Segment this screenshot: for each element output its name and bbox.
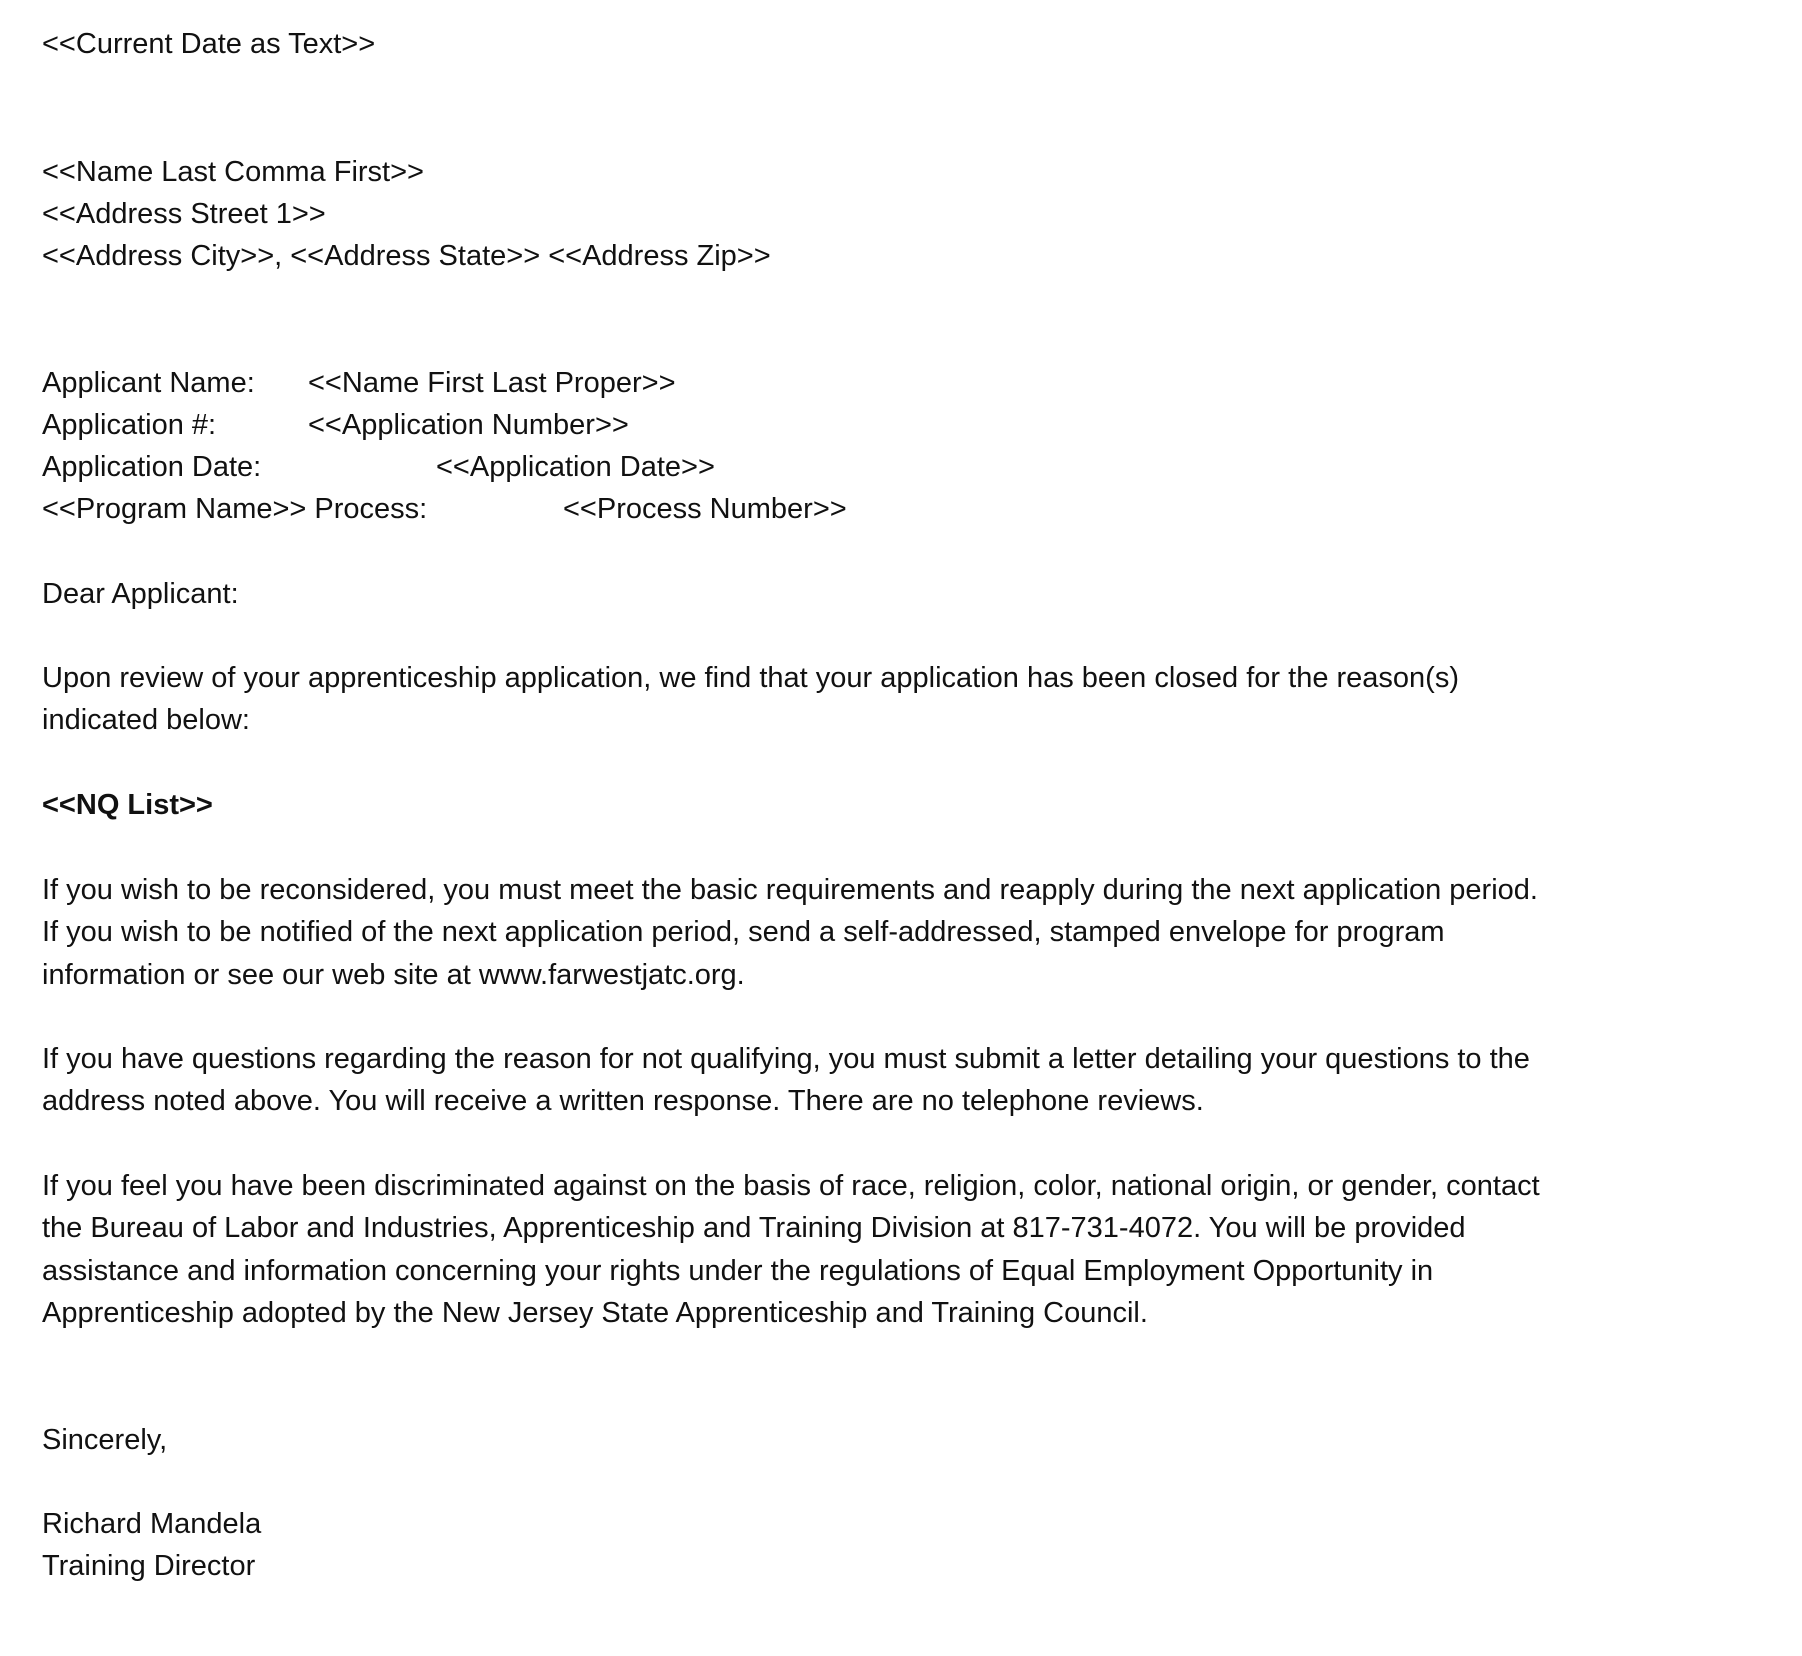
signer-title: Training Director [42,1550,256,1582]
process-value: <<Process Number>> [563,493,847,525]
intro-paragraph: Upon review of your apprenticeship application, we find that your application has been closed for the reason(s) indicated below: [42,662,1459,737]
recipient-street: <<Address Street 1>> [42,198,326,230]
salutation: Dear Applicant: [42,578,239,610]
nq-list: <<NQ List>> [42,789,213,821]
closing: Sincerely, [42,1424,168,1456]
letter-date: <<Current Date as Text>> [42,28,376,60]
reconsider-paragraph: If you wish to be reconsidered, you must meet the basic requirements and reapply during the next application period. If you wish to be notified of the next application period, send a self-addressed, stamped envelope for program information or see our web site at www.farwestjatc.org. [42,874,1538,991]
questions-paragraph: If you have questions regarding the reason for not qualifying, you must submit a letter detailing your questions to the address noted above. You will receive a written response. There are no telephone reviews. [42,1043,1530,1118]
process-label: <<Program Name>> Process: [42,493,428,525]
application-date-label: Application Date: [42,451,262,483]
recipient-name: <<Name Last Comma First>> [42,156,424,188]
application-date-value: <<Application Date>> [436,451,715,483]
discrimination-paragraph: If you feel you have been discriminated against on the basis of race, religion, color, national origin, or gender, contact the Bureau of Labor and Industries, Apprenticeship and Training Division at 817-731-4072. You will be provided assistance and information concerning your rights under the regulations of Equal Employment Opportunity in Apprenticeship adopted by the New Jersey State Apprenticeship and Training Council. [42,1170,1540,1329]
application-number-label: Application #: [42,409,217,441]
signer-name: Richard Mandela [42,1508,262,1540]
applicant-name-label: Applicant Name: [42,367,255,399]
applicant-name-value: <<Name First Last Proper>> [308,367,676,399]
recipient-city-state-zip: <<Address City>>, <<Address State>> <<Address Zip>> [42,240,771,272]
letter-page [42,0,1762,1656]
application-number-value: <<Application Number>> [308,409,629,441]
